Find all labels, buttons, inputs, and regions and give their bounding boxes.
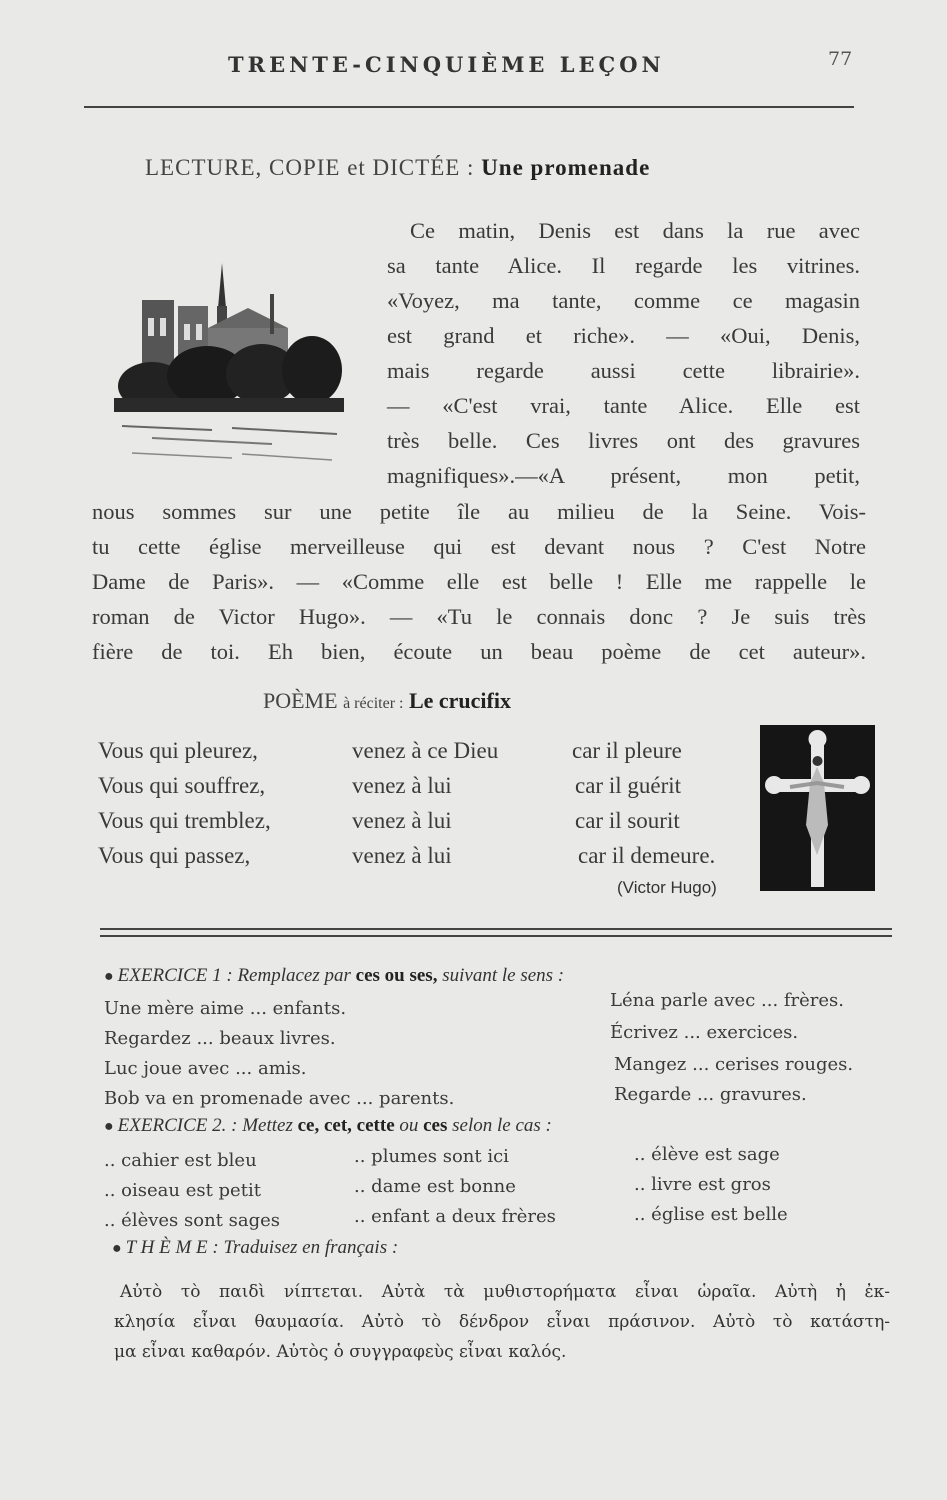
exercice2-instr-c: ou [399,1115,419,1136]
poem-verse: Vous qui tremblez, [98,808,271,833]
bullet-icon: ● [112,1240,122,1257]
theme-line: κλησία εἶναι θαυμασία. Αὐτὸ τὸ δένδρον εἶναι πράσινον. Αὐτὸ τὸ κατάστη- [114,1312,890,1332]
poem-title-small: à réciter : [343,695,404,712]
lecture-line: roman de Victor Hugo». — «Tu le connais donc ? Je suis très [92,604,866,629]
poem-verse: car il guérit [575,773,682,798]
lecture-line: très belle. Ces livres ont des gravures [387,428,860,453]
exercice1-item: Regarde ... gravures. [614,1084,807,1105]
exercice2-item: .. église est belle [634,1204,788,1225]
lecture-title-prefix: LECTURE, COPIE et DICTÉE : [145,155,475,180]
exercice2-item: .. livre est gros [634,1174,771,1195]
page-number: 77 [828,48,853,70]
crucifix-illustration [760,725,875,891]
exercice1-item: Luc joue avec ... amis. [104,1058,307,1079]
poem-verse: venez à lui [352,843,452,868]
exercice2-item: .. cahier est bleu [104,1150,257,1171]
exercice1-item: Une mère aime ... enfants. [104,998,347,1019]
exercice1-item: Mangez ... cerises rouges. [614,1054,854,1075]
exercice2-item: .. élèves sont sages [104,1210,281,1231]
section-rule-top [100,928,892,930]
bullet-icon: ● [104,1118,114,1135]
poem-verse: car il demeure. [578,843,716,868]
exercice2-item: .. dame est bonne [354,1176,516,1197]
exercice1-instr-a: Remplacez par [237,965,351,986]
exercice2-item: .. oiseau est petit [104,1180,261,1201]
header-rule [84,106,854,108]
poem-verse: venez à lui [352,773,452,798]
exercice2-instr-a: Mettez [242,1115,293,1136]
lecture-line: mais regarde aussi cette librairie». [387,358,860,383]
poem-verse: venez à lui [352,808,452,833]
poem-verse: Vous qui pleurez, [98,738,258,763]
lecture-title [145,155,650,181]
exercice2-heading [104,1115,552,1137]
running-title: TRENTE-CINQUIÈME LEÇON [228,52,665,77]
exercice2-instr-b: ce, cet, cette [297,1115,395,1136]
poem-author: (Victor Hugo) [617,878,717,897]
lecture-line: «Voyez, ma tante, comme ce magasin [387,288,860,313]
poem-verse: venez à ce Dieu [352,738,499,763]
theme-label: T H È M E : [125,1237,219,1258]
poem-verse: car il sourit [575,808,680,833]
lecture-title-main: Une promenade [481,155,651,180]
exercice2-item: .. enfant a deux frères [354,1206,556,1227]
exercice2-instr-e: selon le cas : [452,1115,552,1136]
bullet-icon: ● [104,968,114,985]
exercice1-item: Regardez ... beaux livres. [104,1028,336,1049]
exercice1-item: Écrivez ... exercices. [610,1022,799,1043]
exercice1-item: Léna parle avec ... frères. [610,990,845,1011]
poem-verse: car il pleure [572,738,682,763]
exercice1-instr-c: suivant le sens : [442,965,565,986]
lecture-line: tu cette église merveilleuse qui est devant nous ? C'est Notre [92,534,866,559]
poem-verse: Vous qui souffrez, [98,773,266,798]
notre-dame-illustration [112,258,347,478]
exercice1-instr-b: ces ou ses, [355,965,438,986]
lecture-line: nous sommes sur une petite île au milieu de la Seine. Vois- [92,499,866,524]
section-rule-bottom [100,935,892,937]
lecture-line: Ce matin, Denis est dans la rue avec [410,218,860,243]
poem-title [263,688,511,714]
exercice1-item: Bob va en promenade avec ... parents. [104,1088,455,1109]
exercice2-label: EXERCICE 2. : [117,1115,238,1136]
theme-instr: Traduisez en français : [223,1237,399,1258]
poem-title-main: Le crucifix [408,688,511,713]
lecture-line: est grand et riche». — «Oui, Denis, [387,323,860,348]
lecture-line: fière de toi. Eh bien, écoute un beau poème de cet auteur». [92,639,866,664]
theme-line: Αὐτὸ τὸ παιδὶ νίπτεται. Αὐτὰ τὰ μυθιστορήματα εἶναι ὡραῖα. Αὐτὴ ἡ ἐκ- [120,1282,890,1302]
poem-verse: Vous qui passez, [98,843,251,868]
exercice1-label: EXERCICE 1 : [117,965,233,986]
exercice2-item: .. plumes sont ici [354,1146,509,1167]
theme-heading [112,1237,398,1259]
lecture-line: — «C'est vrai, tante Alice. Elle est [387,393,860,418]
lecture-line: sa tante Alice. Il regarde les vitrines. [387,253,860,278]
lecture-line: magnifiques».—«A présent, mon petit, [387,463,860,488]
theme-line: μα εἶναι καθαρόν. Αὐτὸς ὁ συγγραφεὺς εἶναι καλός. [114,1342,567,1362]
poem-title-prefix: POÈME [263,688,338,713]
exercice1-heading [104,965,564,987]
lecture-line: Dame de Paris». — «Comme elle est belle ! Elle me rappelle le [92,569,866,594]
exercice2-item: .. élève est sage [634,1144,780,1165]
exercice2-instr-d: ces [423,1115,448,1136]
